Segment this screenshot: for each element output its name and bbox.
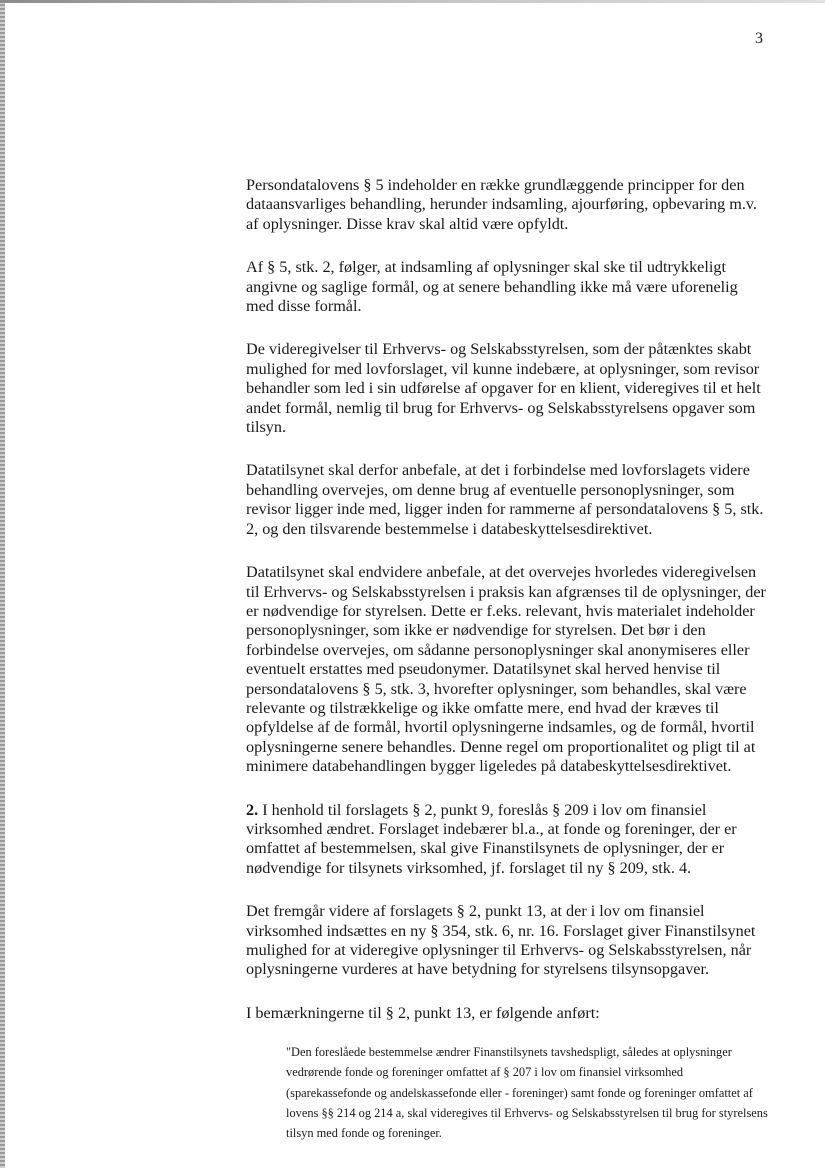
document-body	[246, 176, 766, 1143]
paragraph-quote-intro: I bemærkningerne til § 2, punkt 13, er følgende anført:	[246, 1003, 600, 1022]
paragraph-principles: Persondatalovens § 5 indeholder en række grundlæggende principper for den dataansvarliges behandling, herunder indsamling, ajourføring, opbevaring m.v. af oplysninger. Disse krav skal altid være opfyldt.	[246, 176, 757, 233]
block-quote: "Den foreslåede bestemmelse ændrer Finanstilsynets tavshedspligt, således at oplysninger vedrørende fonde og foreninger omfattet af § 207 i lov om finansiel virksomhed (sparekassefonde og andelskassefonde eller - foreninger) samt fonde og foreninger omfattet af lovens §§ 214 og 214 a, skal videregives til Erhvervs- og Selskabsstyrelsen til brug for styrelsens tilsyn med fonde og foreninger.	[286, 1045, 768, 1141]
paragraph-section-2	[246, 801, 766, 879]
paragraph-purpose: Af § 5, stk. 2, følger, at indsamling af oplysninger skal ske til udtrykkeligt angivne og saglige formål, og at senere behandling ikke må være uforenelig med disse formål.	[246, 258, 738, 316]
page-number: 3	[755, 30, 763, 47]
paragraph-recommendation: Datatilsynet skal derfor anbefale, at det i forbindelse med lovforslagets videre behandling overvejes, om denne brug af eventuelle personoplysninger, som revisor ligger inde med, ligger inden for rammerne af persondatalovens § 5, stk. 2, og den tilsvarende bestemmelse i databeskyttelsesdirektivet.	[246, 461, 764, 538]
paragraph-further-recommendation: Datatilsynet skal endvidere anbefale, at det overvejes hvorledes videregivelsen til Erhvervs- og Selskabsstyrelsen i praksis kan afgrænses til de oplysninger, der er nødvendige for styrelsen. Dette er f.eks. relevant, hvis materialet indeholder personoplysninger, som ikke er nødvendige for styrelsen. Det bør i den forbindelse overvejes, om sådanne personoplysninger skal anonymiseres eller eventuelt erstattes med pseudonymer. Datatilsynet skal herved henvise til persondatalovens § 5, stk. 3, hvorefter oplysninger, som behandles, skal være relevante og tilstrækkelige og ikke omfatte mere, end hvad der kræves til opfyldelse af de formål, hvortil oplysningerne indsamles, og de formål, hvortil oplysningerne senere behandles. Denne regel om proportionalitet og pligt til at minimere databehandlingen bygger ligeledes på databeskyttelsesdirektivet.	[246, 563, 766, 776]
section-number: 2.	[246, 800, 259, 819]
paragraph-further: Det fremgår videre af forslagets § 2, punkt 13, at der i lov om finansiel virksomhed indsættes en ny § 354, stk. 6, nr. 16. Forslaget giver Finanstilsynet mulighed for at videregive oplysninger til Erhvervs- og Selskabsstyrelsen, når oplysningerne vurderes at have betydning for styrelsens tilsynsopgaver.	[246, 902, 756, 979]
scan-edge-left	[0, 0, 5, 1168]
paragraph-disclosures: De videregivelser til Erhvervs- og Selskabsstyrelsen, som der påtænktes skabt mulighed for med lovforslaget, vil kunne indebære, at oplysninger, som revisor behandler som led i sin udførelse af opgaver for en klient, videregives til et helt andet formål, nemlig til brug for Erhvervs- og Selskabsstyrelsens opgaver som tilsyn.	[246, 340, 761, 437]
scan-edge-top	[0, 0, 825, 3]
section-2-text: I henhold til forslagets § 2, punkt 9, foreslås § 209 i lov om finansiel virksomhed ændret. Forslaget indebærer bl.a., at fonde og foreninger, der er omfattet af bestemmelsen, skal give Finanstilsynets de oplysninger, der er nødvendige for tilsynets virksomhed, jf. forslaget til ny § 209, stk. 4.	[246, 800, 737, 877]
